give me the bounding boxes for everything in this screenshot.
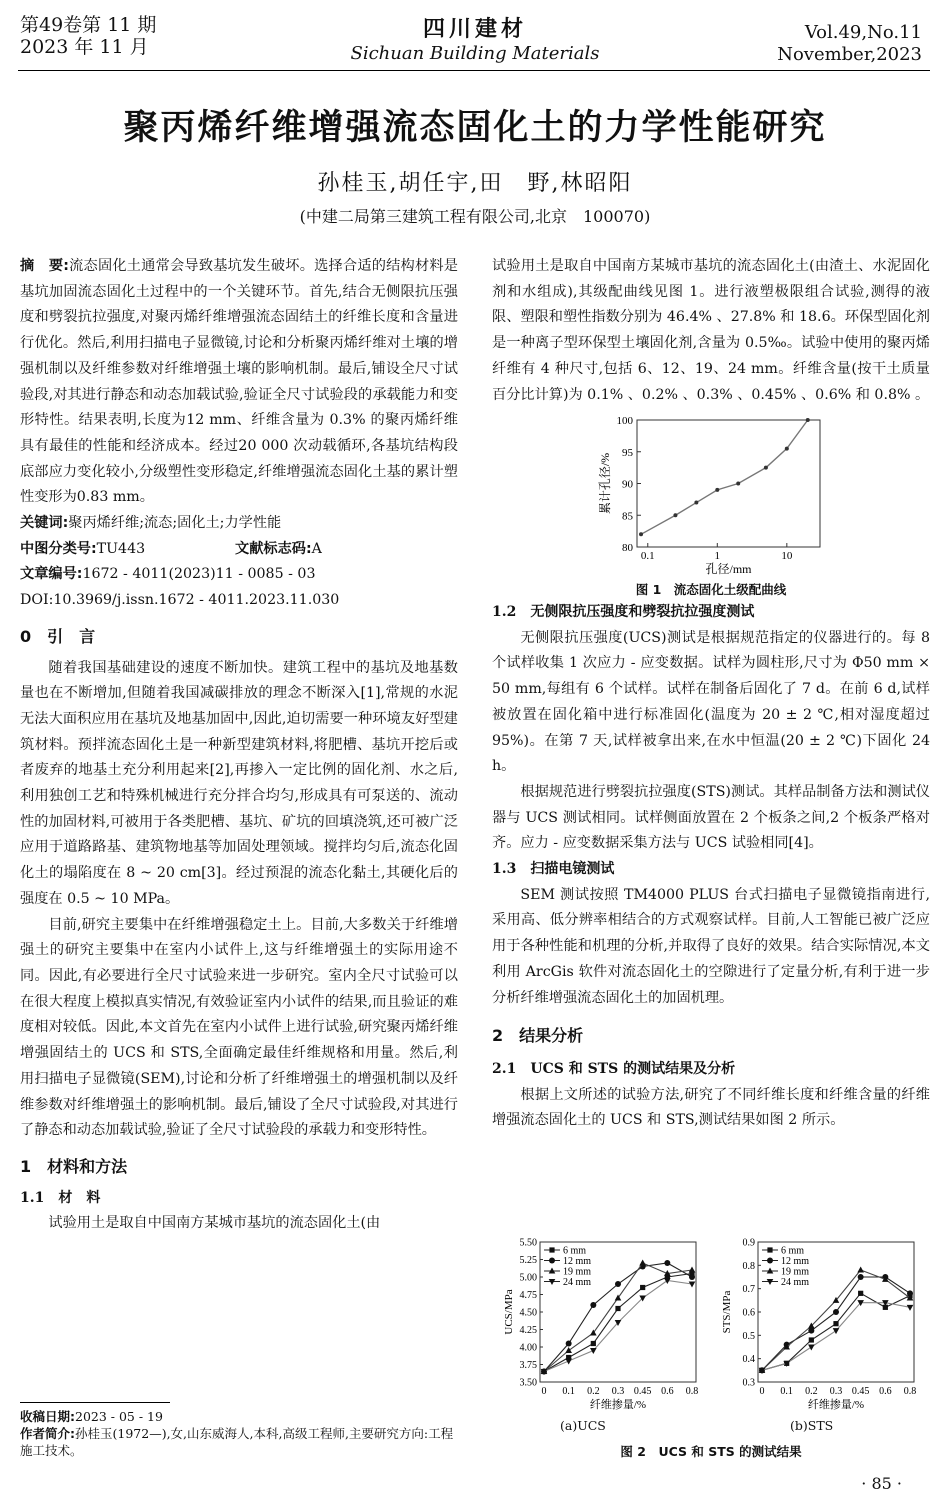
fig2a-xtick-label: 0	[541, 1386, 547, 1397]
fig2b-xtick-label: 0	[759, 1386, 765, 1397]
fig1-point	[673, 513, 677, 517]
footnote-rule	[20, 1402, 170, 1403]
affiliation: (中建二局第三建筑工程有限公司,北京 100070)	[299, 207, 651, 226]
fig2b-point	[858, 1274, 864, 1280]
section-1-heading: 1 材料和方法	[20, 1156, 128, 1176]
fig2b-legend-label: 12 mm	[781, 1256, 810, 1267]
abstract-text: 流态固化土通常会导致基坑发生破坏。选择合适的结构材料是基坑加固流态固化土过程中的一个关键环节。首先,结合无侧限抗压强度和劈裂抗拉强度,对聚丙烯纤维增强流态固结土的纤维长度和含量进行优化。然后,利用扫描电子显微镜,讨论和分析聚丙烯纤维对土壤的增强机制以及纤维参数对纤维增强土壤的影响机制。最后,铺设全尺寸试验段,对其进行静态和动态加载试验,验证全尺寸试验段的承载能力和变形特性。结果表明,长度为12 mm、纤维含量为 0.3% 的聚丙烯纤维具有最佳的性能和经济成本。经过20 000 次动载循环,各基坑结构段底部应力变化较小,分级塑性变形稳定,纤维增强流态固化土基的累计塑性变形为0.83 mm。	[20, 258, 458, 506]
fig2b-point	[858, 1291, 863, 1296]
fig2b-point	[808, 1328, 814, 1334]
sem-paragraph: SEM 测试按照 TM4000 PLUS 台式扫描电子显微镜指南进行,采用高、低分辨率相结合的方式观察试样。目前,人工智能已被广泛应用于各种性能和机理的分析,并取得了良好的效果。结合实际情况,本文利用 ArcGis 软件对流态固化土的空隙进行了定量分析,有利于进一步分析纤维增强流态固化土的加固机理。	[492, 886, 930, 1006]
fig1-point	[736, 482, 740, 486]
intro-paragraph-2: 目前,研究主要集中在纤维增强稳定土上。目前,大多数关于纤维增强土的研究主要集中在室内小试件上,这与纤维增强土的实际用途不同。因此,有必要进行全尺寸试验来进一步研究。室内全尺寸试验可以在很大程度上模拟真实情况,有效验证室内小试件的结果,而且验证的难度相对较低。因此,本文首先在室内小试件上进行试验,研究聚丙烯纤维增强固结土的 UCS 和 STS,全面确定最佳纤维规格和用量。然后,利用扫描电子显微镜(SEM),讨论和分析了纤维增强土的增强机制以及纤维参数对纤维增强土的影响机制。最后,铺设了全尺寸试验段,对其进行了静态和动态加载试验,验证了全尺寸试验段的承载力和变形特性。	[20, 916, 458, 1139]
fig1-xlabel: 孔径/mm	[705, 562, 752, 576]
fig2a-xtick-label: 0.1	[562, 1386, 575, 1397]
fig2b-point	[809, 1337, 814, 1342]
fig2a-legend-label: 6 mm	[563, 1245, 587, 1257]
date-en: November,2023	[777, 44, 922, 65]
fig2b-label: (b)STS	[790, 1418, 834, 1433]
fig2b-ytick-label: 0.9	[742, 1237, 755, 1249]
footnote: 收稿日期:2023 - 05 - 19 作者简介:孙桂玉(1972—),女,山东威海人,本科,高级工程师,主要研究方向:工程施工技术。	[20, 1409, 454, 1458]
fig1-caption: 图 1 流态固化土级配曲线	[635, 582, 787, 597]
fig2a-xtick-label: 0.8	[685, 1386, 699, 1397]
fig1-ytick-label: 90	[622, 478, 633, 491]
fig2b-ytick-label: 0.7	[742, 1284, 755, 1296]
journal-logo-text: 四川建材	[422, 16, 527, 42]
fig2b-ytick-label: 0.6	[742, 1307, 755, 1319]
fig2b-point	[833, 1309, 839, 1315]
section-2-1-heading: 2.1 UCS 和 STS 的测试结果及分析	[492, 1060, 736, 1077]
fig2a-ytick-label: 4.50	[519, 1307, 537, 1319]
fig2a-point	[591, 1341, 596, 1346]
fig1-xtick-label: 0.1	[640, 550, 655, 562]
fig2a-point	[689, 1267, 696, 1273]
fig2a-legend-marker	[549, 1247, 554, 1252]
journal-issue-en	[777, 22, 922, 66]
fig2a-label: (a)UCS	[560, 1418, 606, 1433]
fig2a-xtick-label: 0.45	[633, 1386, 652, 1397]
materials-paragraph-start: 试验用土是取自中国南方某城市基坑的流态固化土(由	[48, 1215, 381, 1232]
fig2b-xtick-label: 0.45	[851, 1386, 870, 1397]
fig2a-point	[640, 1285, 645, 1290]
fig2b-ytick-label: 0.4	[742, 1354, 755, 1366]
fig2b-xtick-label: 0.2	[805, 1386, 818, 1397]
fig2a-ytick-label: 5.25	[519, 1255, 537, 1266]
fig2b-ylabel: STS/MPa	[721, 1290, 733, 1334]
section-1-1-heading: 1.1 材 料	[20, 1189, 101, 1206]
fig2a-point	[590, 1302, 596, 1308]
fig2a-point	[689, 1282, 696, 1288]
fig1-ytick-label: 85	[622, 510, 633, 523]
fig1-frame	[637, 420, 820, 547]
fig2b-xtick-label: 0.6	[879, 1386, 892, 1397]
paper-title: 聚丙烯纤维增强流态固化土的力学性能研究	[123, 108, 827, 148]
fig1-point	[785, 447, 789, 451]
ucs-paragraph: 无侧限抗压强度(UCS)测试是根据规范指定的仪器进行的。每 8 个试样收集 1 次应力 - 应变数据。试样为圆柱形,尺寸为 Φ50 mm × 50 mm,每组有 6 个试样。试样在制备后固化了 7 d。在前 6 d,试样被放置在固化箱中进行标准固化(温度为 20 ± 2 ℃,相对湿度超过 95%)。在第 7 天,试样被拿出来,在水中恒温(20 ± 2 ℃)下固化 24 h。	[492, 629, 930, 775]
article-number: 文章编号:1672 - 4011(2023)11 - 0085 - 03	[20, 566, 316, 583]
fig2a-legend-label: 24 mm	[563, 1277, 592, 1288]
issue-volume: 第49卷第 11 期	[20, 14, 157, 36]
sts-paragraph: 根据规范进行劈裂抗拉强度(STS)测试。其样品制备方法和测试仪器与 UCS 测试相同。试样侧面放置在 2 个板条之间,2 个板条严格对齐。应力 - 应变数据采集方法与 UCS 试验相同[4]。	[492, 783, 930, 852]
keywords: 关键词:聚丙烯纤维;流态;固化土;力学性能	[20, 515, 282, 532]
fig2-caption: 图 2 UCS 和 STS 的测试结果	[620, 1444, 802, 1459]
fig2a-ytick-label: 4.00	[519, 1342, 537, 1354]
fig1-ytick-label: 100	[616, 415, 633, 427]
fig2a-point	[615, 1281, 621, 1287]
fig2b-xlabel: 纤维掺量/%	[807, 1399, 865, 1411]
fig2b-legend-label: 19 mm	[781, 1266, 810, 1278]
fig1-xtick-label: 10	[781, 550, 793, 562]
fig1-xtick-label: 1	[714, 550, 721, 562]
fig2b-ytick-label: 0.8	[742, 1260, 755, 1272]
volume-en: Vol.49,No.11	[804, 22, 922, 43]
fig2a-xtick-label: 0.3	[611, 1386, 625, 1397]
fig1-point	[764, 466, 768, 470]
fig1-point	[694, 501, 698, 505]
fig2b-legend-marker	[767, 1247, 772, 1252]
right-column-mid	[492, 600, 930, 1134]
section-1-3-heading: 1.3 扫描电镜测试	[492, 861, 615, 878]
fig2b-legend-label: 24 mm	[781, 1277, 810, 1288]
fig2a-xtick-label: 0.6	[661, 1386, 674, 1397]
fig2a-legend-marker	[549, 1258, 555, 1264]
fig2b-xtick-label: 0.8	[903, 1386, 917, 1397]
fig2a-ytick-label: 3.75	[519, 1360, 537, 1371]
fig2a-plot	[503, 1238, 698, 1412]
fig1-series-line	[641, 420, 808, 534]
fig1-point	[715, 488, 719, 492]
fig2a-point	[565, 1347, 572, 1353]
fig1-chart	[595, 412, 825, 577]
section-2-heading: 2 结果分析	[492, 1026, 584, 1046]
fig1-ytick-label: 95	[622, 446, 633, 459]
fig2a-point	[615, 1306, 620, 1311]
authors: 孙桂玉,胡任宇,田 野,林昭阳	[317, 171, 633, 196]
fig2b-ytick-label: 0.5	[742, 1330, 755, 1342]
fig2b-point	[857, 1267, 864, 1273]
fig2a-legend-label: 12 mm	[563, 1256, 592, 1267]
fig2b-xtick-label: 0.1	[780, 1386, 793, 1397]
materials-paragraph: 试验用土是取自中国南方某城市基坑的流态固化土(由渣土、水泥固化剂和水组成),其级配曲线见图 1。进行液塑极限组合试验,测得的液限、塑限和塑性指数分别为 46.4% 、27.8% 和 18.6。环保型固化剂是一种离子型环保型土壤固化剂,含量为 0.5‰。试验中使用的聚丙烯纤维有 4 种尺寸,包括 6、12、19、24 mm。纤维含量(按干土质量百分比计算)为 0.1% 、0.2% 、0.3% 、0.45% 、0.6% 和 0.8% 。	[492, 258, 930, 403]
fig2b-ytick-label: 0.3	[742, 1377, 755, 1389]
fig2b-point	[833, 1328, 840, 1334]
fig2b-xtick-label: 0.3	[829, 1386, 843, 1397]
abstract-label: 摘 要:	[20, 258, 69, 274]
fig2a-ytick-label: 5.00	[519, 1272, 537, 1284]
fig2a-point	[689, 1274, 695, 1280]
left-column	[20, 254, 458, 1237]
fig2b-legend-marker	[767, 1258, 773, 1264]
abstract	[20, 254, 458, 511]
fig1-ytick-label: 80	[622, 542, 633, 554]
page-number: · 85 ·	[861, 1474, 902, 1493]
fig2a-xlabel: 纤维掺量/%	[589, 1399, 647, 1411]
fig2a-ytick-label: 3.50	[519, 1377, 537, 1389]
fig2b-plot	[721, 1238, 916, 1412]
fig2a-legend-label: 19 mm	[563, 1266, 592, 1278]
fig2a-xtick-label: 0.2	[587, 1386, 600, 1397]
fig1-ylabel: 累计孔径/%	[598, 452, 612, 515]
fig2b-point	[808, 1345, 815, 1351]
fig1-plot	[597, 415, 820, 576]
results-paragraph: 根据上文所述的试验方法,研究了不同纤维长度和纤维含量的纤维增强流态固化土的 UCS 和 STS,测试结果如图 2 所示。	[492, 1086, 930, 1129]
header-rule	[18, 70, 930, 71]
section-0-heading: 0 引 言	[20, 626, 96, 646]
fig2a-ytick-label: 4.75	[519, 1290, 537, 1301]
intro-paragraph-1: 随着我国基础建设的速度不断加快。建筑工程中的基坑及地基数量也在不断增加,但随着我国减碳排放的理念不断深入[1],常规的水泥无法大面积应用在基坑及地基加固中,因此,迫切需要一种环境友好型建筑材料。预拌流态固化土是一种新型建筑材料,将肥槽、基坑开挖后或者废弃的地基土充分利用起来[2],再掺入一定比例的固化剂、水之后,利用独创工艺和特殊机械进行充分拌合均匀,形成具有可泵送的、流动性的加固材料,可被用于各类肥槽、基坑、矿坑的回填浇筑,还可被广泛应用于道路路基、建筑物地基等加固处理领域。搅拌均匀后,流态化固化土的塌陷度在 8 ~ 20 cm[3]。经过预混的流态化黏土,其硬化后的强度在 0.5 ~ 10 MPa。	[20, 659, 458, 907]
fig1-point	[806, 418, 810, 422]
issue-date: 2023 年 11 月	[20, 36, 149, 58]
fig2a-ytick-label: 5.50	[519, 1237, 537, 1249]
section-1-2-heading: 1.2 无侧限抗压强度和劈裂抗拉强度测试	[492, 604, 755, 620]
fig2b-point	[833, 1321, 838, 1326]
fig2a-ytick-label: 4.25	[519, 1325, 537, 1336]
fig1-point	[639, 532, 643, 536]
classification-line: 中图分类号:TU443 文献标志码:A	[20, 540, 322, 557]
fig2a-ylabel: UCS/MPa	[503, 1289, 515, 1335]
fig2b-legend-label: 6 mm	[781, 1245, 805, 1257]
right-column-top	[492, 254, 930, 408]
doi: DOI:10.3969/j.issn.1672 - 4011.2023.11.030	[20, 592, 340, 609]
fig2a-point	[664, 1260, 670, 1266]
fig2-charts	[492, 1232, 930, 1432]
journal-name-en: Sichuan Building Materials	[350, 43, 600, 64]
fig2a-point	[566, 1341, 572, 1347]
fig2b-point	[907, 1305, 914, 1311]
fig2a-point	[639, 1260, 646, 1266]
